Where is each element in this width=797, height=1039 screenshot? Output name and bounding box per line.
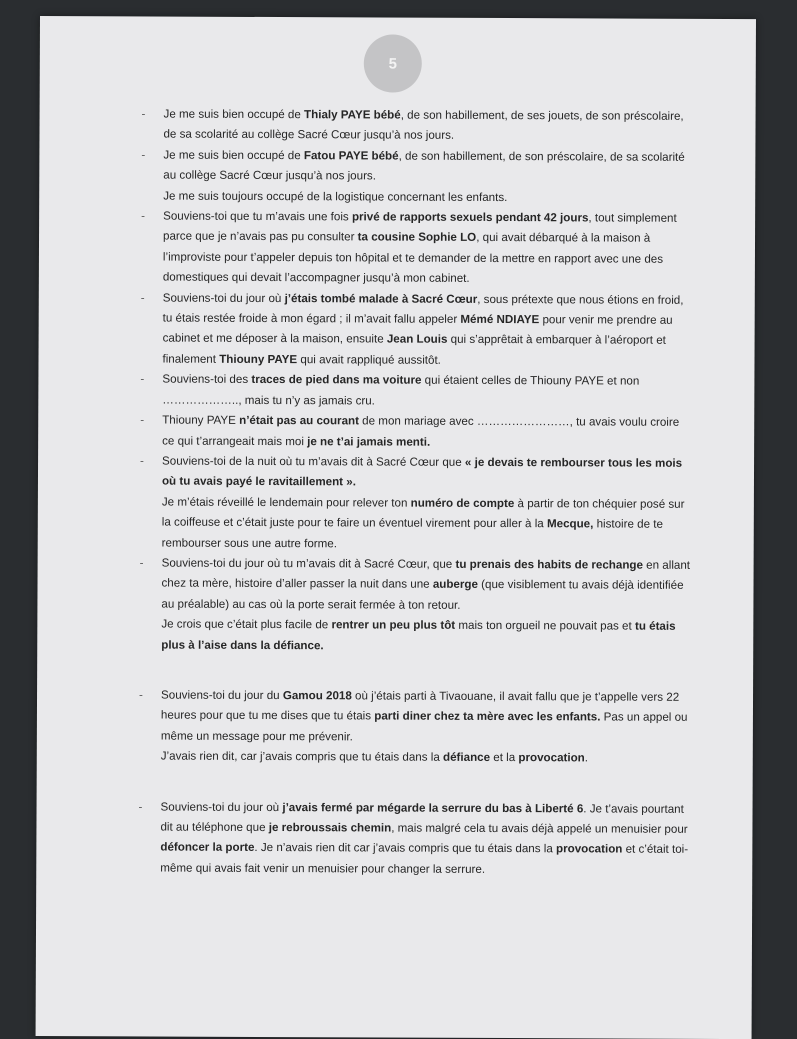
bold-text: traces de pied dans ma voiture bbox=[251, 373, 422, 387]
text-segment: Souviens-toi des bbox=[162, 372, 252, 387]
list-item bbox=[137, 104, 692, 147]
bullet-marker: - bbox=[141, 209, 146, 223]
text-segment: , mais malgré cela tu avais déjà appelé un menuisier pour bbox=[391, 821, 688, 836]
bold-text: défiance bbox=[442, 750, 491, 765]
text-segment: histoire de te rembourser sous une autre forme. bbox=[161, 517, 664, 550]
text-segment: qui s’apprêtait à embarquer à l’aéroport et finalement bbox=[162, 333, 666, 366]
bold-text: je rebroussais chemin bbox=[268, 821, 392, 835]
text-segment: de mon mariage avec ……………………, tu avais voulu croire ce qui t’arrangeait mais moi bbox=[162, 414, 680, 448]
text-segment: , de son habillement, de son préscolaire, de sa scolarité au collège Sacré Cœur jusqu’à nos jours. bbox=[163, 149, 685, 183]
paragraph bbox=[137, 186, 692, 209]
text-segment: qui avait rappliqué aussitôt. bbox=[297, 353, 441, 367]
bold-text: défoncer la porte bbox=[160, 840, 255, 855]
bullet-marker: - bbox=[140, 413, 145, 427]
paragraph-text bbox=[163, 189, 507, 204]
text-segment: où j’étais parti à Tivaouane, il avait fallu que je t’appelle vers 22 heures pour que tu me dises que tu étais bbox=[160, 689, 680, 723]
text-segment: Souviens-toi du jour où bbox=[160, 800, 283, 814]
list-item bbox=[137, 206, 692, 290]
bold-text: n’était pas au courant bbox=[239, 413, 359, 428]
text-segment: et c’était toi-même qui avais fait venir un menuisier pour changer la serrure. bbox=[160, 842, 689, 876]
bullet-marker: - bbox=[141, 148, 146, 162]
list-item-text bbox=[162, 454, 682, 488]
bold-text: Thiouny PAYE bbox=[219, 352, 298, 367]
text-segment: Je crois que c’était plus facile de bbox=[161, 617, 332, 632]
bold-text: parti diner chez ta mère avec les enfants. bbox=[374, 709, 601, 724]
spacer bbox=[135, 767, 690, 799]
bullet-marker: - bbox=[139, 688, 143, 702]
list-item-text bbox=[160, 800, 688, 876]
bullet-marker: - bbox=[140, 372, 145, 386]
list-item-text bbox=[161, 556, 690, 611]
text-segment: Souviens-toi du jour du bbox=[161, 688, 283, 703]
bold-text: numéro de compte bbox=[410, 496, 515, 510]
list-item bbox=[136, 288, 691, 372]
text-segment: J’avais rien dit, car j’avais compris que tu étais dans la bbox=[160, 749, 444, 764]
text-segment: Souviens-toi que tu m’avais une fois bbox=[163, 209, 352, 224]
list-item bbox=[136, 370, 691, 413]
text-segment: qui étaient celles de Thiouny PAYE et non ……………….., mais tu n’y as jamais cru. bbox=[162, 373, 640, 408]
bullet-marker: - bbox=[139, 556, 144, 570]
paragraph-text bbox=[161, 618, 675, 652]
list-item-text bbox=[163, 108, 683, 143]
list-item bbox=[137, 145, 692, 188]
bold-text: « je devais te rembourser tous les mois où tu avais payé le ravitaillement ». bbox=[161, 455, 683, 489]
bold-text: Jean Louis bbox=[386, 332, 448, 347]
bold-text: provocation bbox=[518, 751, 585, 765]
text-segment: mais ton orgueil ne pouvait pas et bbox=[455, 618, 635, 633]
text-segment: . bbox=[584, 751, 589, 765]
bold-text: je ne t’ai jamais menti. bbox=[307, 434, 431, 449]
text-segment: , qui avait débarqué à la maison à l’improviste pour t’appeler depuis ton hôpital et te demander de la mettre en rapport avec une des domestiques qui devait l’accompagner jusqu’à mon cabinet. bbox=[162, 231, 664, 286]
list-item-text bbox=[163, 148, 685, 182]
bullet-marker: - bbox=[138, 800, 143, 814]
paragraph-text bbox=[162, 495, 685, 550]
document-page bbox=[36, 16, 756, 1039]
text-segment: , de son habillement, de ses jouets, de son préscolaire, de sa scolarité au collège Sacré Cœur jusqu’à nos jours. bbox=[163, 108, 684, 143]
bold-text: j’avais fermé par mégarde la serrure du bas à Liberté 6 bbox=[282, 800, 584, 815]
text-segment: Souviens-toi du jour où bbox=[162, 291, 285, 305]
text-segment: Souviens-toi de la nuit où tu m’avais dit à Sacré Cœur que bbox=[162, 454, 465, 469]
text-segment: pour venir me prendre au cabinet et me déposer à la maison, ensuite bbox=[162, 313, 673, 346]
bold-text: tu étais plus à l’aise dans la défiance. bbox=[161, 619, 676, 652]
list-item bbox=[134, 797, 689, 881]
page-number-badge: 5 bbox=[364, 34, 422, 92]
text-segment: Thiouny PAYE bbox=[162, 413, 240, 427]
text-segment: en allant chez ta mère, histoire d’aller passer la nuit dans une bbox=[161, 558, 691, 592]
list-item bbox=[135, 685, 690, 749]
bullet-marker: - bbox=[140, 454, 144, 468]
paragraph bbox=[135, 615, 690, 658]
bold-text: Mémé NDIAYE bbox=[460, 312, 540, 327]
text-segment: et la bbox=[490, 751, 519, 765]
bold-text: auberge bbox=[432, 578, 478, 592]
bold-text: rentrer un peu plus tôt bbox=[331, 618, 456, 632]
bold-text: Gamou 2018 bbox=[282, 689, 352, 703]
text-segment: à partir de ton chéquier posé sur la coiffeuse et c’était juste pour te faire un éventuel virement pour aller à la bbox=[161, 496, 685, 531]
list-item-text bbox=[161, 689, 688, 744]
list-item-text bbox=[162, 414, 679, 449]
text-segment: Je me suis bien occupé de bbox=[163, 107, 305, 122]
text-segment: , tout simplement parce que je n’avais pas pu consulter bbox=[163, 211, 677, 244]
text-segment: Je m’étais réveillé le lendemain pour relever ton bbox=[161, 495, 411, 510]
document-body bbox=[134, 104, 692, 881]
spacer bbox=[135, 655, 690, 687]
text-segment: Je me suis bien occupé de bbox=[163, 148, 304, 162]
bold-text: Fatou PAYE bébé bbox=[303, 148, 399, 163]
text-segment: . Je n’avais rien dit car j’avais compris que tu étais dans la bbox=[254, 841, 557, 856]
bold-text: Mecque, bbox=[546, 517, 594, 531]
bold-text: Thialy PAYE bébé bbox=[304, 108, 401, 122]
bold-text: privé de rapports sexuels pendant 42 jours bbox=[351, 210, 589, 225]
bullet-marker: - bbox=[140, 291, 145, 305]
bold-text: ta cousine Sophie LO bbox=[357, 230, 477, 245]
text-segment: Je me suis toujours occupé de la logistique concernant les enfants. bbox=[163, 189, 508, 204]
bold-text: tu prenais des habits de rechange bbox=[455, 557, 643, 572]
list-item-text bbox=[162, 373, 639, 407]
list-item bbox=[136, 411, 691, 454]
list-item-text bbox=[163, 210, 677, 286]
list-item-text bbox=[162, 291, 683, 366]
bullet-marker: - bbox=[141, 107, 146, 121]
bold-text: provocation bbox=[555, 842, 623, 856]
paragraph bbox=[135, 747, 690, 770]
text-segment: Souviens-toi du jour où tu m’avais dit à Sacré Cœur, que bbox=[161, 556, 456, 571]
list-item bbox=[136, 451, 691, 494]
text-segment: . Je t’avais pourtant dit au téléphone que bbox=[160, 801, 684, 835]
paragraph bbox=[136, 492, 691, 556]
bold-text: j’étais tombé malade à Sacré Cœur bbox=[284, 291, 478, 306]
text-segment: Pas un appel ou même un message pour me prévenir. bbox=[160, 710, 688, 744]
text-segment: , sous prétexte que nous étions en froid, tu étais restée froide à mon égard ; il m’avait fallu appeler bbox=[162, 292, 684, 326]
text-segment: (que visiblement tu avais déjà identifiée au préalable) au cas où la porte serait fermée à ton retour. bbox=[161, 578, 684, 612]
list-item bbox=[135, 553, 690, 617]
paragraph-text bbox=[161, 750, 588, 765]
